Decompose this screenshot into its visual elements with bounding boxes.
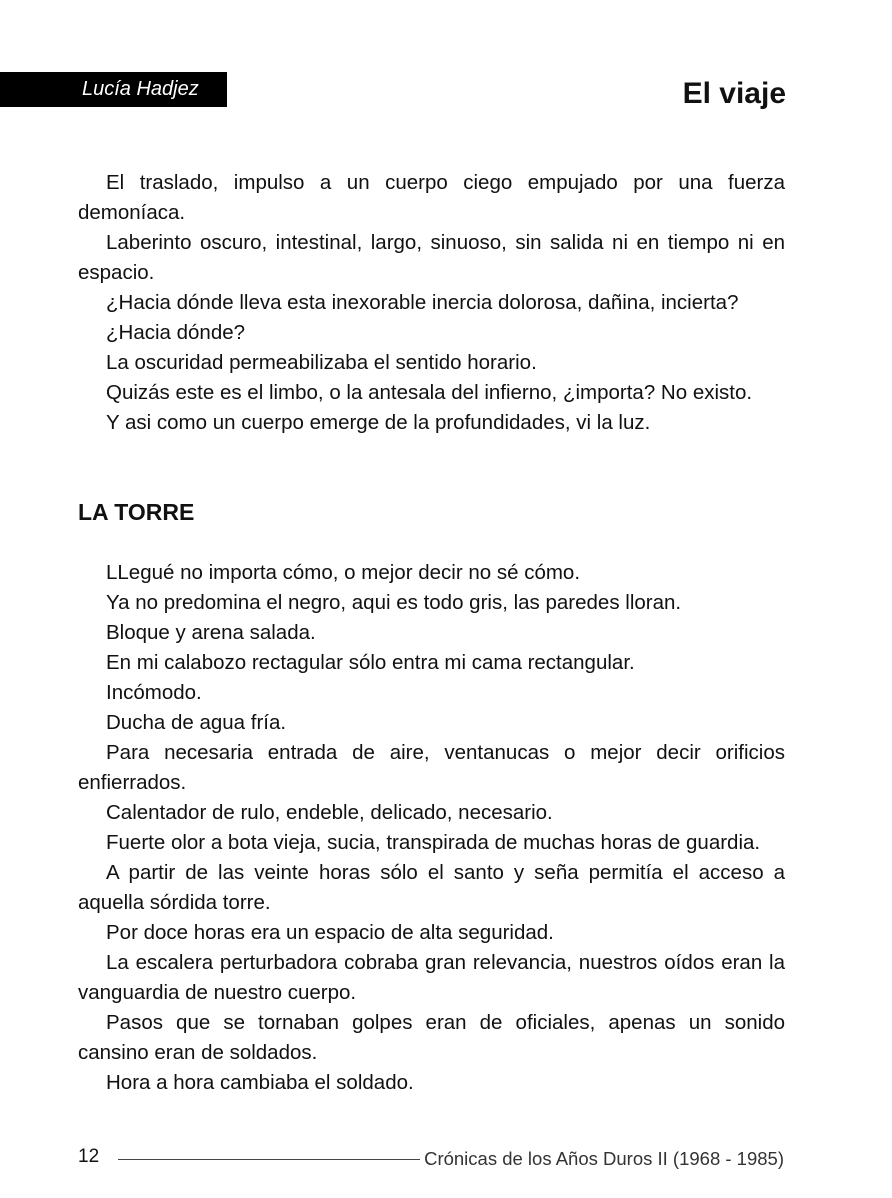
paragraph: LLegué no importa cómo, o mejor decir no sé cómo.	[106, 561, 581, 584]
paragraph: Laberinto oscuro, intestinal, largo, sinuoso, sin salida ni en tiempo ni en espacio.	[78, 231, 785, 284]
intro-text	[78, 168, 785, 438]
paragraph: Fuerte olor a bota vieja, sucia, transpirada de muchas horas de guardia.	[106, 831, 761, 854]
paragraph: ¿Hacia dónde?	[106, 321, 246, 344]
paragraph: Bloque y arena salada.	[106, 621, 316, 644]
section-heading: LA TORRE	[78, 499, 195, 525]
paragraph: Y asi como un cuerpo emerge de la profundidades, vi la luz.	[106, 411, 651, 434]
paragraph: Calentador de rulo, endeble, delicado, necesario.	[106, 801, 553, 824]
paragraph: En mi calabozo rectagular sólo entra mi cama rectangular.	[106, 651, 635, 674]
section-text	[78, 558, 785, 1098]
paragraph: Incómodo.	[106, 681, 202, 704]
paragraph: ¿Hacia dónde lleva esta inexorable inercia dolorosa, dañina, incierta?	[106, 291, 739, 314]
author-tab	[0, 72, 227, 107]
paragraph: La escalera perturbadora cobraba gran relevancia, nuestros oídos eran la vanguardia de nuestro cuerpo.	[78, 951, 785, 1004]
paragraph: Quizás este es el limbo, o la antesala del infierno, ¿importa? No existo.	[106, 381, 753, 404]
paragraph: El traslado, impulso a un cuerpo ciego empujado por una fuerza demoníaca.	[78, 171, 785, 224]
author-name: Lucía Hadjez	[82, 78, 199, 100]
page-title: El viaje	[682, 77, 786, 110]
paragraph: La oscuridad permeabilizaba el sentido horario.	[106, 351, 537, 374]
footer-divider	[118, 1159, 420, 1160]
paragraph: Para necesaria entrada de aire, ventanucas o mejor decir orificios enfierrados.	[78, 741, 785, 794]
page-number: 12	[78, 1146, 100, 1167]
paragraph: Ducha de agua fría.	[106, 711, 287, 734]
paragraph: A partir de las veinte horas sólo el santo y seña permitía el acceso a aquella sórdida torre.	[78, 861, 785, 914]
paragraph: Ya no predomina el negro, aqui es todo gris, las paredes lloran.	[106, 591, 682, 614]
paragraph: Pasos que se tornaban golpes eran de oficiales, apenas un sonido cansino eran de soldados.	[78, 1011, 785, 1064]
paragraph: Hora a hora cambiaba el soldado.	[106, 1071, 414, 1094]
footer-book-title: Crónicas de los Años Duros II (1968 - 1985)	[424, 1148, 784, 1169]
paragraph: Por doce horas era un espacio de alta seguridad.	[106, 921, 554, 944]
